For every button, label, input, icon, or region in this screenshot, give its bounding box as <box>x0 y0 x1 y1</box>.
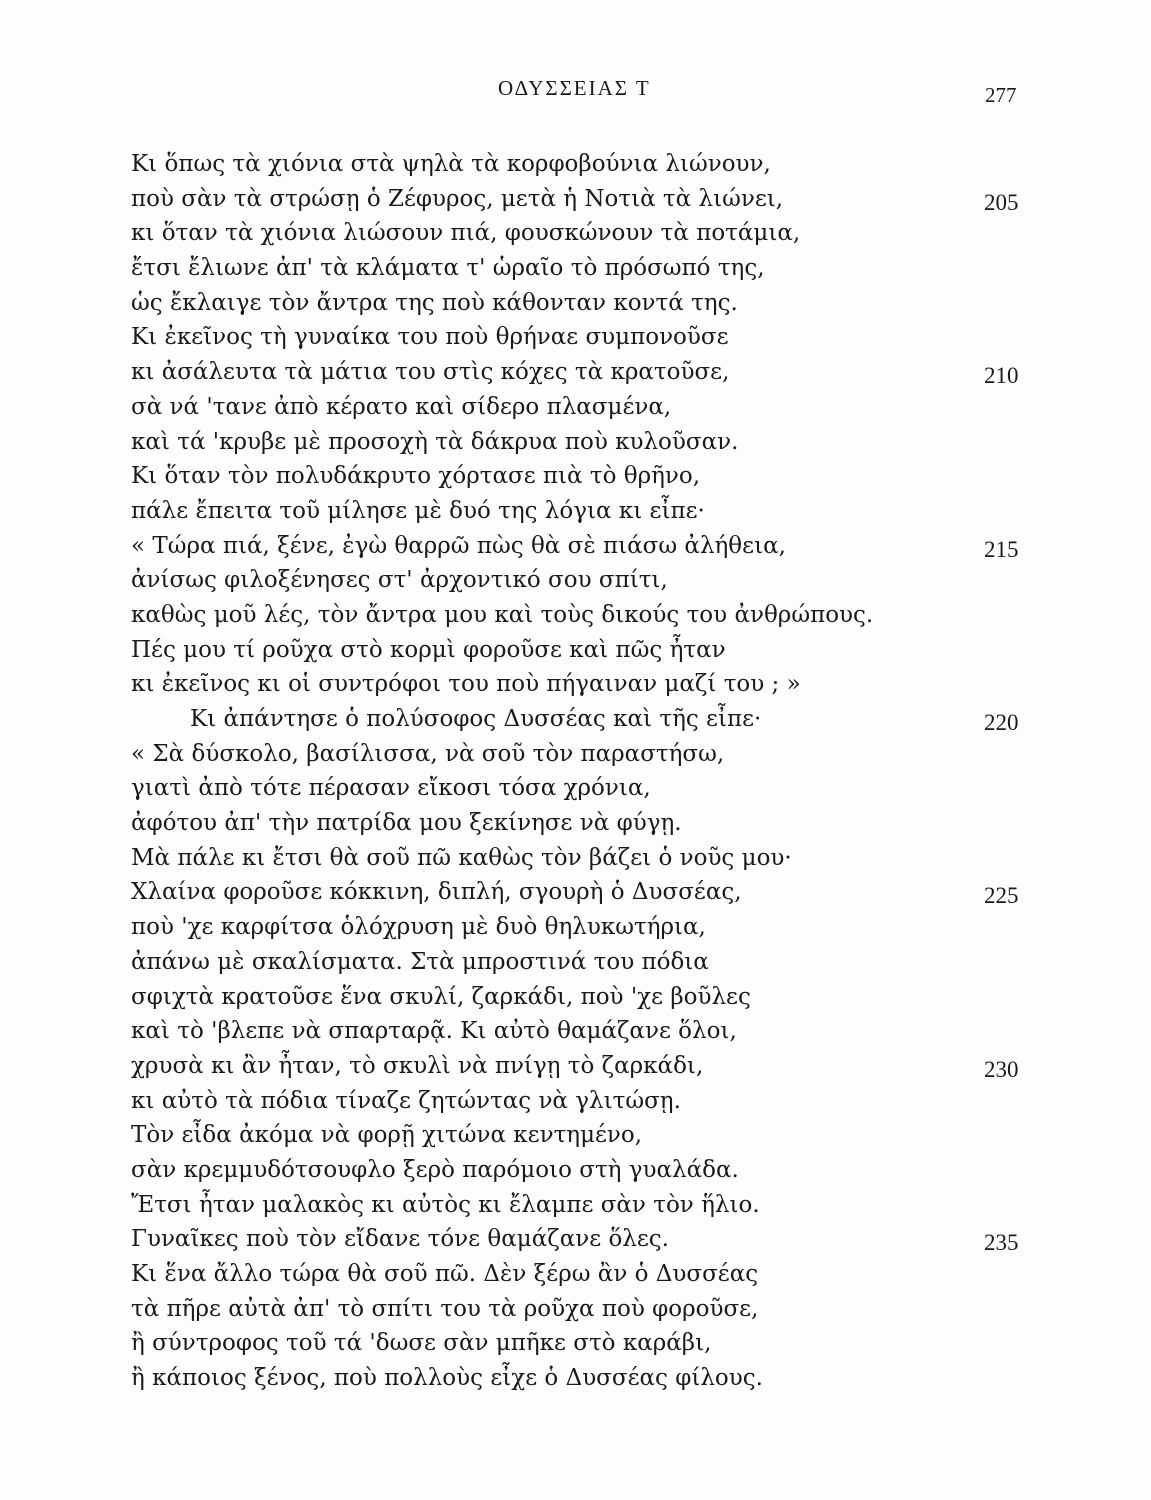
verse-line <box>0 1084 1151 1119</box>
verse-text: Ἔτσι ἦταν μαλακὸς κι αὐτὸς κι ἔλαμπε σὰν τὸν ἥλιο. <box>131 1191 760 1218</box>
verse-text: καθὼς μοῦ λές, τὸν ἄντρα μου καὶ τοὺς δικούς του ἀνθρώπους. <box>131 601 874 628</box>
verse-text: χρυσὰ κι ἂν ἦταν, τὸ σκυλὶ νὰ πνίγῃ τὸ ζαρκάδι, <box>131 1052 704 1079</box>
verse-text: Πές μου τί ροῦχα στὸ κορμὶ φοροῦσε καὶ πῶς ἦταν <box>131 636 726 663</box>
verse-line <box>0 910 1151 945</box>
verse-text: κι ἀσάλευτα τὰ μάτια του στὶς κόχες τὰ κρατοῦσε, <box>131 359 730 386</box>
verse-line <box>0 875 1151 910</box>
verse-text: Μὰ πάλε κι ἔτσι θὰ σοῦ πῶ καθὼς τὸν βάζει ὁ νοῦς μου· <box>131 844 792 871</box>
verse-line <box>0 1118 1151 1153</box>
verse-text: Χλαίνα φοροῦσε κόκκινη, διπλή, σγουρὴ ὁ Δυσσέας, <box>131 879 742 906</box>
verse-line <box>0 1326 1151 1361</box>
verse-text: σὰν κρεμμυδότσουφλο ξερὸ παρόμοιο στὴ γυαλάδα. <box>131 1156 739 1183</box>
line-number: 225 <box>984 883 1019 909</box>
verse-line <box>0 1361 1151 1396</box>
verse-text: ἀφότου ἀπ' τὴν πατρίδα μου ξεκίνησε νὰ φύγῃ. <box>131 810 682 837</box>
verse-line <box>0 945 1151 980</box>
verse-text: σὰ νά 'τανε ἀπὸ κέρατο καὶ σίδερο πλασμένα, <box>131 393 672 420</box>
verse-text: γιατὶ ἀπὸ τότε πέρασαν εἴκοσι τόσα χρόνια, <box>131 775 651 802</box>
line-number: 205 <box>984 189 1019 215</box>
verse-text: Κι ἀπάντησε ὁ πολύσοφος Δυσσέας καὶ τῆς εἶπε· <box>190 706 762 732</box>
verse-line <box>0 563 1151 598</box>
verse-line <box>0 320 1151 355</box>
verse-text: κι ἐκεῖνος κι οἱ συντρόφοι του ποὺ πήγαιναν μαζί του ; » <box>131 671 801 698</box>
line-number: 230 <box>984 1056 1019 1082</box>
verse-text: σφιχτὰ κρατοῦσε ἕνα σκυλί, ζαρκάδι, ποὺ 'χε βοῦλες <box>131 983 751 1010</box>
verse-line <box>0 494 1151 529</box>
verse-line <box>0 702 1151 737</box>
page-number: 277 <box>985 83 1017 107</box>
verse-text: καὶ τὸ 'βλεπε νὰ σπαρταρᾷ. Κι αὐτὸ θαμάζανε ὅλοι, <box>131 1018 737 1045</box>
verse-list <box>0 147 1151 1396</box>
verse-text: ποὺ σὰν τὰ στρώσῃ ὁ Ζέφυρος, μετὰ ἡ Νοτιὰ τὰ λιώνει, <box>131 185 784 212</box>
verse-line <box>0 771 1151 806</box>
verse-text: Γυναῖκες ποὺ τὸν εἴδανε τόνε θαμάζανε ὅλες. <box>131 1226 669 1253</box>
verse-line <box>0 806 1151 841</box>
verse-line <box>0 1188 1151 1223</box>
verse-line <box>0 147 1151 182</box>
verse-text: ἔτσι ἔλιωνε ἀπ' τὰ κλάματα τ' ὡραῖο τὸ πρόσωπό της, <box>131 255 765 282</box>
verse-line <box>0 1014 1151 1049</box>
verse-text: Τὸν εἶδα ἀκόμα νὰ φορῇ χιτώνα κεντημένο, <box>131 1122 643 1149</box>
verse-line <box>0 1222 1151 1257</box>
verse-line <box>0 286 1151 321</box>
verse-line <box>0 598 1151 633</box>
running-head <box>0 76 1151 106</box>
verse-text: Κι ἐκεῖνος τὴ γυναίκα του ποὺ θρήναε συμπονοῦσε <box>131 324 729 351</box>
verse-line <box>0 841 1151 876</box>
verse-text: ἢ σύντροφος τοῦ τά 'δωσε σὰν μπῆκε στὸ καράβι, <box>131 1330 712 1357</box>
verse-text: ἢ κάποιος ξένος, ποὺ πολλοὺς εἶχε ὁ Δυσσέας φίλους. <box>131 1365 763 1392</box>
verse-text: ἀπάνω μὲ σκαλίσματα. Στὰ μπροστινά του πόδια <box>131 948 709 975</box>
verse-text: πάλε ἔπειτα τοῦ μίλησε μὲ δυό της λόγια κι εἶπε· <box>131 497 705 524</box>
verse-line <box>0 1049 1151 1084</box>
verse-line <box>0 390 1151 425</box>
verse-text: καὶ τά 'κρυβε μὲ προσοχὴ τὰ δάκρυα ποὺ κυλοῦσαν. <box>131 428 739 455</box>
verse-text: τὰ πῆρε αὐτὰ ἀπ' τὸ σπίτι του τὰ ροῦχα ποὺ φοροῦσε, <box>131 1295 759 1322</box>
verse-text: ποὺ 'χε καρφίτσα ὁλόχρυση μὲ δυὸ θηλυκωτήρια, <box>131 914 706 941</box>
verse-line <box>0 182 1151 217</box>
line-number: 215 <box>984 536 1019 562</box>
verse-text: Κι ἕνα ἄλλο τώρα θὰ σοῦ πῶ. Δὲν ξέρω ἂν ὁ Δυσσέας <box>131 1261 759 1287</box>
verse-line <box>0 1257 1151 1292</box>
line-number: 220 <box>984 710 1019 735</box>
verse-line <box>0 737 1151 772</box>
verse-line <box>0 459 1151 494</box>
verse-line <box>0 980 1151 1015</box>
verse-text: « Τώρα πιά, ξένε, ἐγὼ θαρρῶ πὼς θὰ σὲ πιάσω ἀλήθεια, <box>131 532 786 559</box>
verse-text: ἀνίσως φιλοξένησες στ' ἀρχοντικό σου σπίτι, <box>131 567 668 594</box>
verse-line <box>0 251 1151 286</box>
verse-line <box>0 216 1151 251</box>
verse-text: Κι ὅπως τὰ χιόνια στὰ ψηλὰ τὰ κορφοβούνια λιώνουν, <box>131 151 771 177</box>
line-number: 235 <box>984 1230 1019 1256</box>
verse-line <box>0 1292 1151 1327</box>
verse-line <box>0 1153 1151 1188</box>
verse-text: « Σὰ δύσκολο, βασίλισσα, νὰ σοῦ τὸν παραστήσω, <box>131 740 725 767</box>
verse-text: ὡς ἔκλαιγε τὸν ἄντρα της ποὺ κάθονταν κοντά της. <box>131 289 738 316</box>
verse-text: Κι ὅταν τὸν πολυδάκρυτο χόρτασε πιὰ τὸ θρῆνο, <box>131 463 701 490</box>
verse-text: κι ὅταν τὰ χιόνια λιώσουν πιά, φουσκώνουν τὰ ποτάμια, <box>131 220 801 247</box>
line-number: 210 <box>984 363 1019 389</box>
verse-line <box>0 633 1151 668</box>
verse-text: κι αὐτὸ τὰ πόδια τίναζε ζητώντας νὰ γλιτώσῃ. <box>131 1087 681 1114</box>
verse-line <box>0 355 1151 390</box>
verse-line <box>0 667 1151 702</box>
verse-line <box>0 529 1151 564</box>
running-title: ΟΔΥΣΣΕΙΑΣ Τ <box>498 76 651 100</box>
verse-line <box>0 425 1151 460</box>
